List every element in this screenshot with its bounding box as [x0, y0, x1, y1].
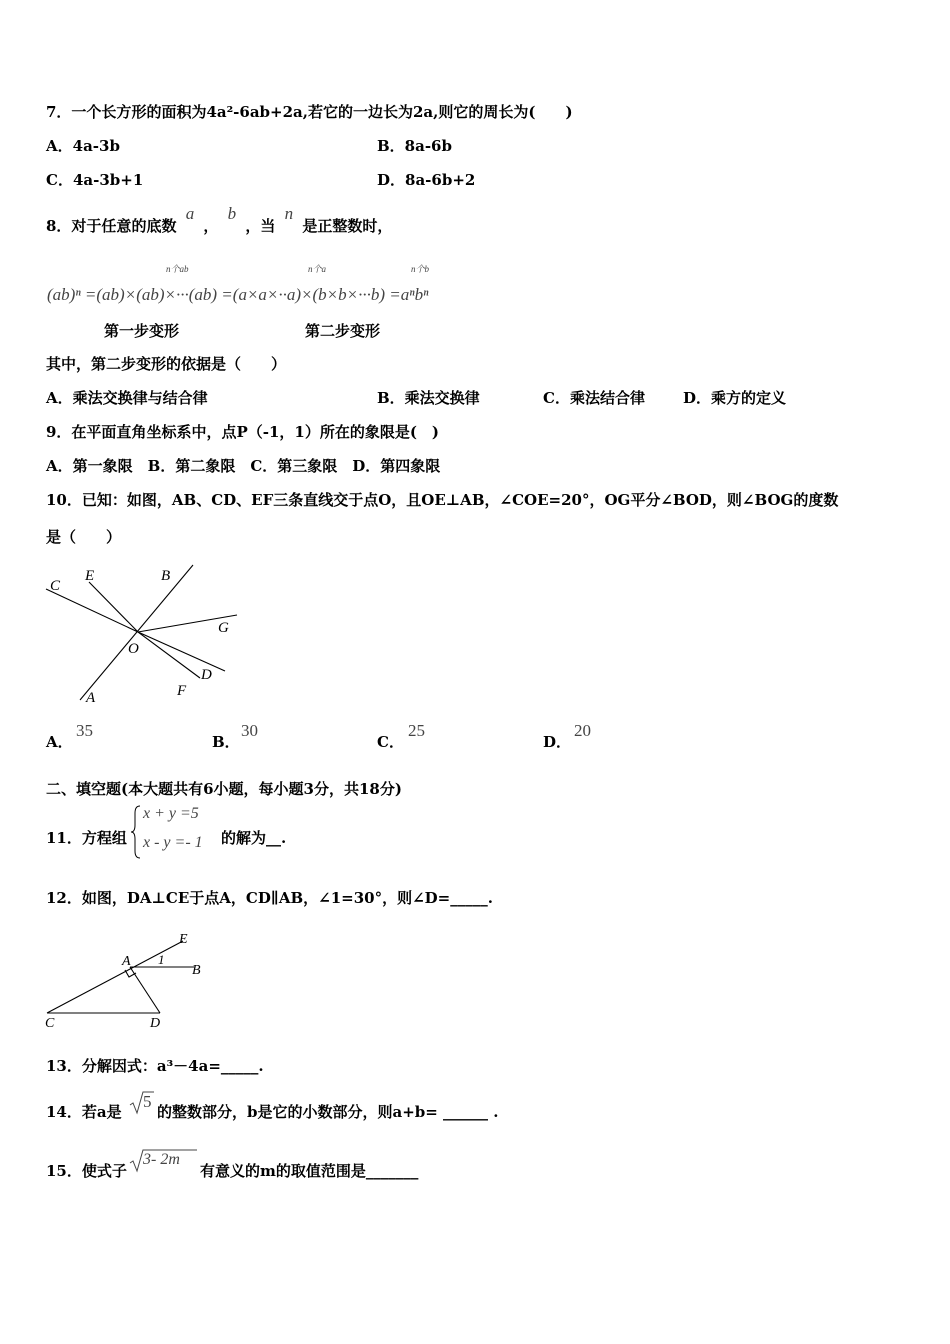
q9-options: A．第一象限 B．第二象限 C．第三象限 D．第四象限: [46, 457, 441, 475]
label-g: G: [218, 620, 229, 636]
q11-eq1: x + y =5: [143, 805, 199, 822]
q9-stem: 9．在平面直角坐标系中，点P（-1，1）所在的象限是( ): [46, 423, 440, 441]
q8-annot1: n个ab: [166, 264, 189, 274]
label-f: F: [177, 683, 187, 699]
q8-stem-post: 是正整数时，: [302, 217, 393, 235]
q15-radicand: 3- 2m: [143, 1151, 180, 1168]
q14-pre: 14．若a是: [46, 1103, 122, 1121]
q10-option-a-value: 35: [76, 721, 93, 740]
q8-stem: [46, 204, 393, 236]
label-b: B: [161, 568, 171, 584]
label-b: B: [192, 963, 201, 978]
label-a: A: [122, 954, 131, 969]
q10-option-a-label: A．: [46, 733, 73, 751]
q10-option-d-label: D．: [543, 733, 572, 751]
line-oe: [89, 582, 138, 632]
q8-formula: (ab)ⁿ =(ab)×(ab)×···(ab) =(a×a×··a)×(b×b×···b) =aⁿbⁿ: [47, 285, 429, 304]
q8-step1: 第一步变形: [104, 322, 180, 340]
q8-sep2: ，当: [245, 217, 276, 235]
q11-eq2: x - y =- 1: [143, 834, 203, 851]
q8-option-c: C．乘法结合律: [543, 389, 645, 407]
q7-option-b: B．8a-6b: [377, 137, 452, 155]
q11-pre: 11．方程组: [46, 829, 127, 847]
label-1: 1: [158, 952, 165, 967]
label-d: D: [150, 1016, 161, 1031]
q10-stem-line2: 是（ ）: [46, 528, 122, 546]
q8-annot3: n个b: [411, 264, 430, 274]
q8-option-b: B．乘法交换律: [377, 389, 480, 407]
q14-radicand: 5: [143, 1092, 152, 1111]
q14-post: 的整数部分，b是它的小数部分，则a+b= ______ .: [157, 1103, 499, 1121]
q8-var-b: b: [227, 204, 237, 223]
q12-stem: 12．如图，DA⊥CE于点A，CD∥AB，∠1=30°，则∠D=_____.: [46, 889, 493, 907]
q11-post: 的解为__.: [221, 829, 287, 847]
q11-brace: [130, 805, 142, 859]
q8-question: 其中，第二步变形的依据是（ ）: [46, 355, 287, 373]
q12-figure: [40, 925, 220, 1035]
q8-annot2: n个a: [308, 264, 327, 274]
label-e: E: [85, 568, 95, 584]
q8-stem-pre: 8．对于任意的底数: [46, 217, 177, 235]
q8-var-n: n: [284, 204, 294, 223]
label-d: D: [201, 667, 212, 683]
q10-option-d-value: 20: [574, 721, 591, 740]
q8-var-a: a: [185, 204, 195, 223]
label-e: E: [179, 932, 188, 947]
line-of: [138, 632, 200, 678]
q15-post: 有意义的m的取值范围是_______: [200, 1162, 419, 1180]
q10-option-b-label: B．: [212, 733, 240, 751]
q13-stem: 13．分解因式：a³－4a=_____.: [46, 1057, 264, 1075]
q10-figure: [40, 560, 250, 710]
label-c: C: [50, 578, 61, 594]
label-o: O: [128, 641, 139, 657]
q7-option-a: A．4a-3b: [46, 137, 120, 155]
q10-option-c-label: C．: [377, 733, 404, 751]
q10-option-c-value: 25: [408, 721, 425, 740]
line-co: [46, 589, 138, 632]
q7-option-d: D．8a-6b+2: [377, 171, 476, 189]
q10-option-b-value: 30: [241, 721, 258, 740]
q8-option-d: D．乘方的定义: [683, 389, 787, 407]
q10-stem-line1: 10．已知：如图，AB、CD、EF三条直线交于点O，且OE⊥AB，∠COE=20°，OG平分∠BOD，则∠BOG的度数: [46, 491, 839, 509]
line-od: [138, 632, 225, 671]
q8-step2: 第二步变形: [305, 322, 381, 340]
line-ab: [80, 565, 193, 700]
q15-pre: 15．使式子: [46, 1162, 127, 1180]
section-2-heading: 二、填空题(本大题共有6小题，每小题3分，共18分): [46, 780, 402, 798]
q8-option-a: A．乘法交换律与结合律: [46, 389, 208, 407]
q8-sep1: ，: [203, 217, 219, 235]
label-a: A: [86, 690, 96, 706]
label-c: C: [45, 1016, 55, 1031]
q7-stem: 7．一个长方形的面积为4a²-6ab+2a,若它的一边长为2a,则它的周长为( ): [46, 103, 573, 121]
q7-option-c: C．4a-3b+1: [46, 171, 144, 189]
